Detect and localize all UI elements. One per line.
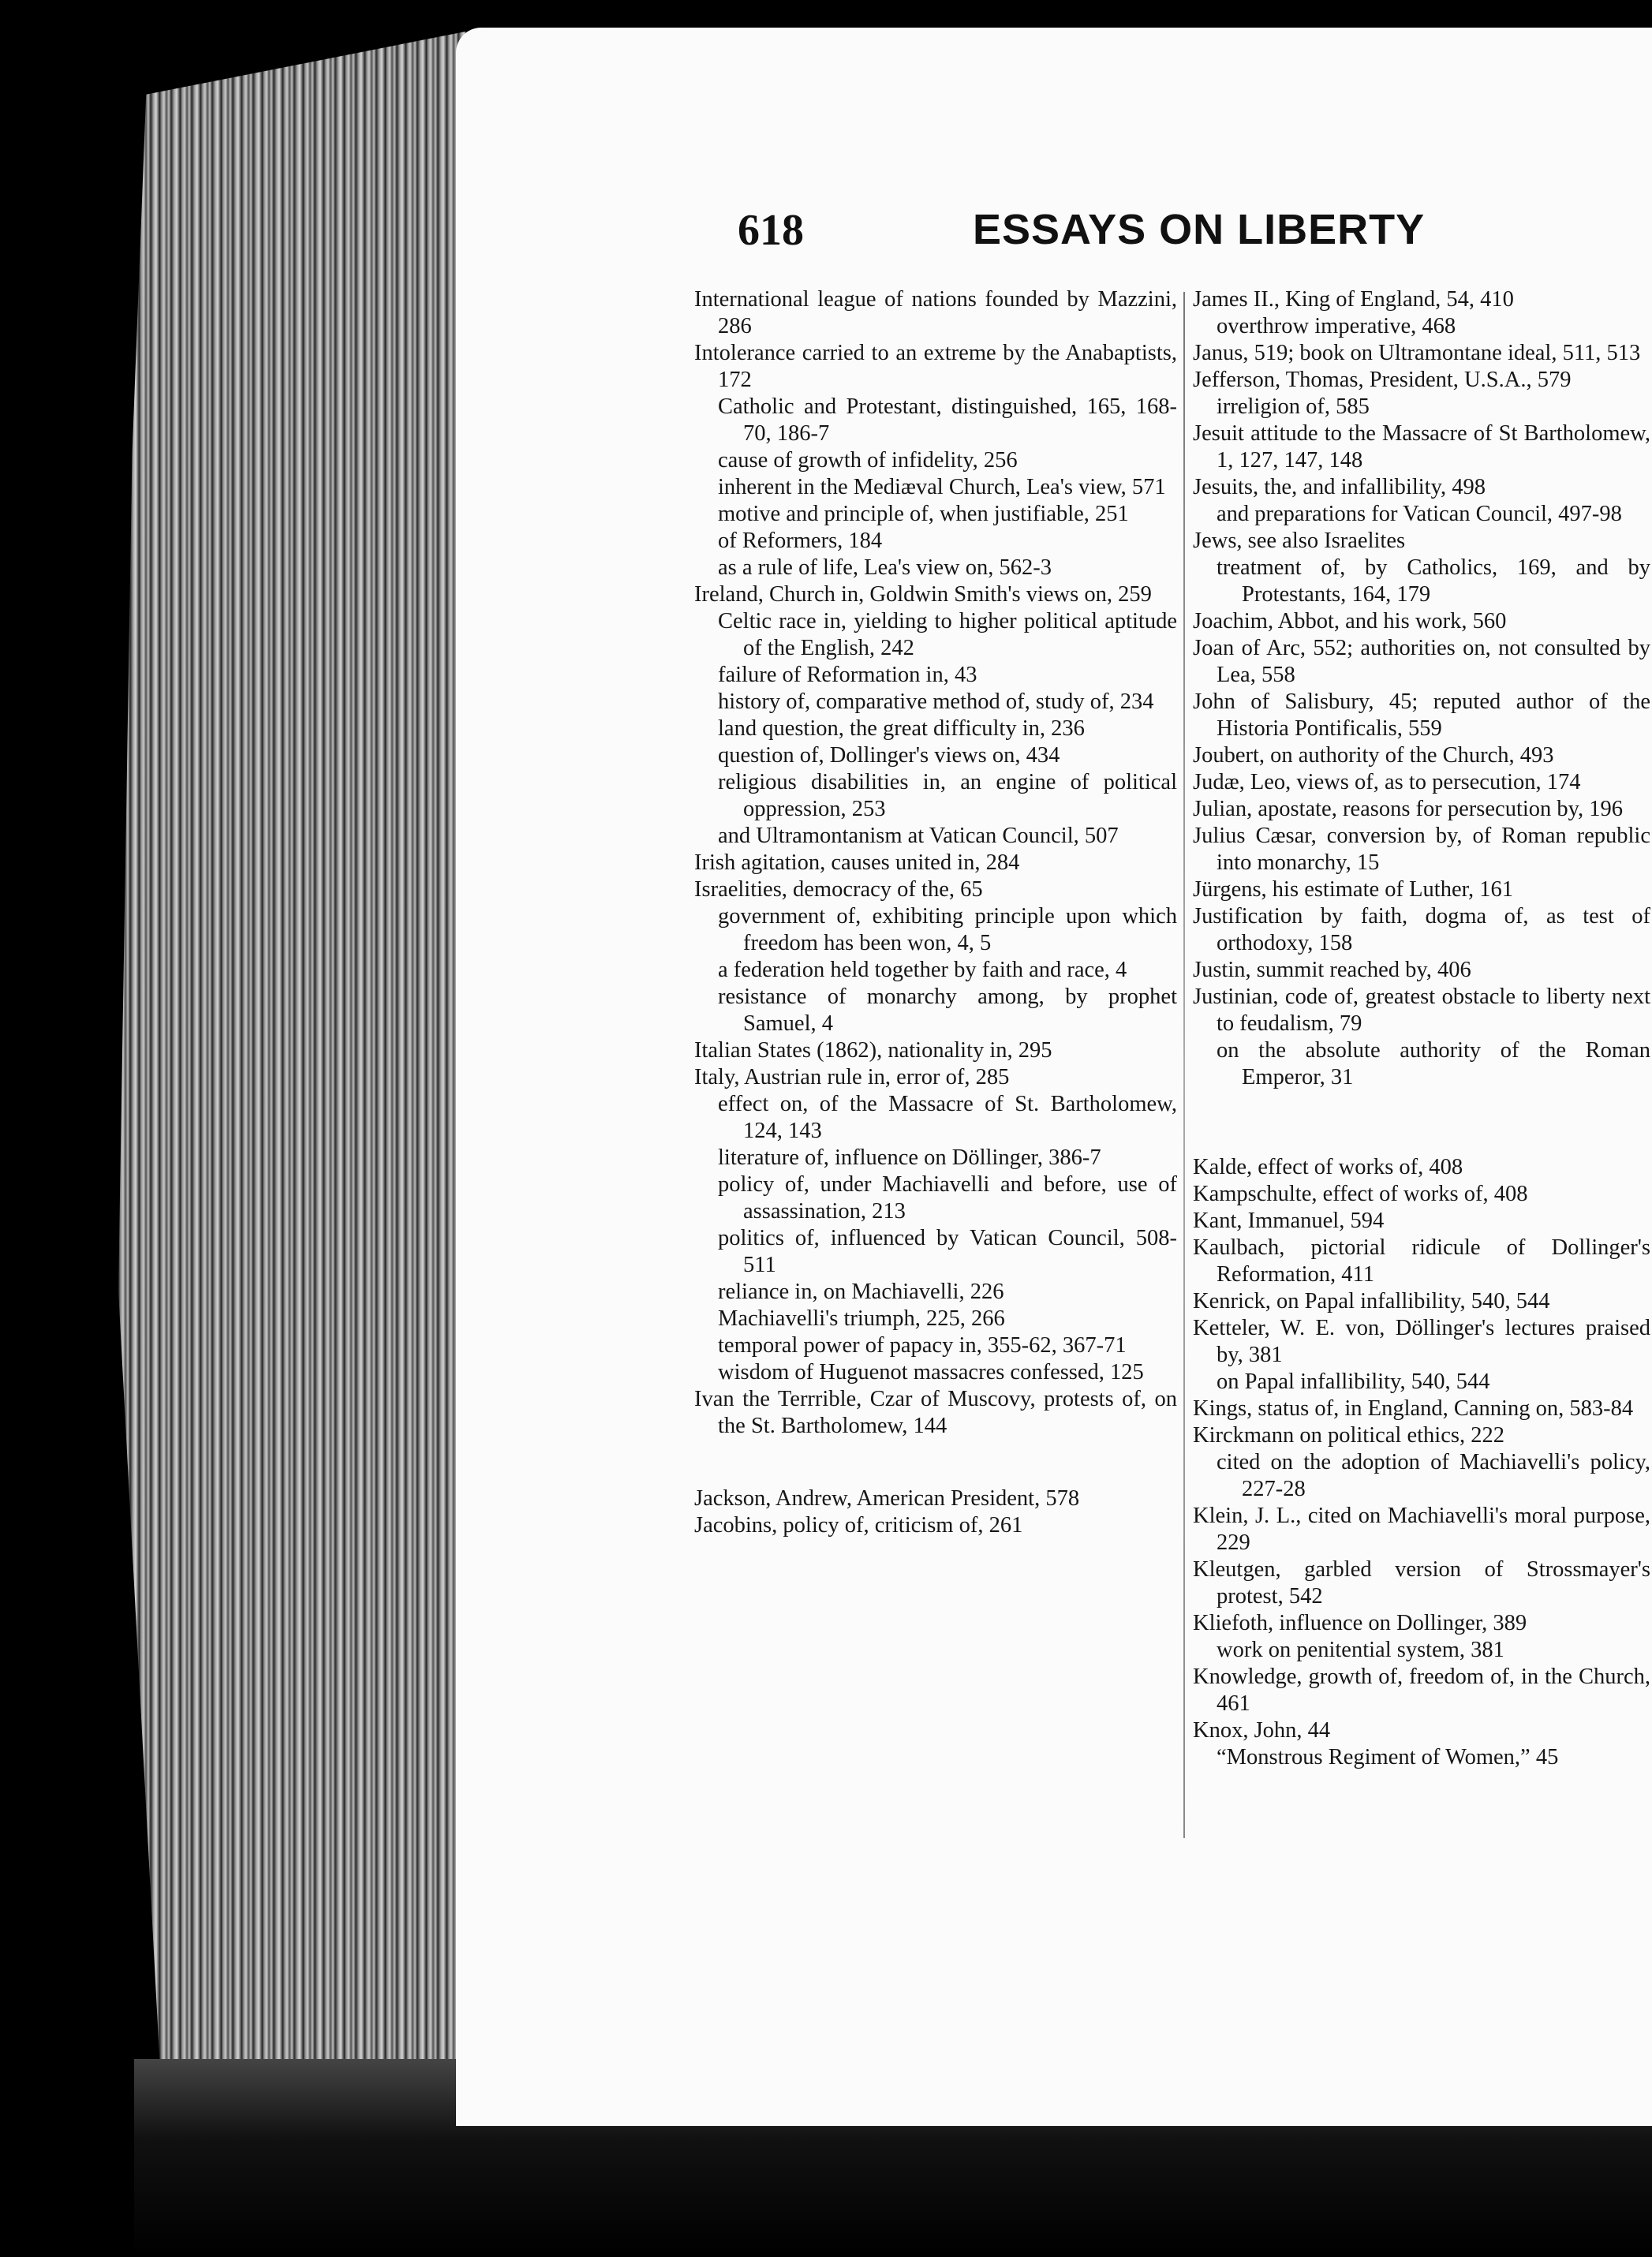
index-entry: temporal power of papacy in, 355-62, 367-71 [718, 1333, 1127, 1358]
index-entry: overthrow imperative, 468 [1217, 314, 1456, 338]
index-entry: Julius Cæsar, conversion by, of Roman republic into monarchy, 15 [1193, 824, 1650, 875]
index-entry: Jacobins, policy of, criticism of, 261 [694, 1513, 1023, 1538]
index-entry: Jesuit attitude to the Massacre of St Bartholomew, 1, 127, 147, 148 [1193, 421, 1650, 473]
index-entry: religious disabilities in, an engine of political oppression, 253 [718, 770, 1177, 821]
index-entry: Jürgens, his estimate of Luther, 161 [1193, 877, 1513, 902]
index-entry: Janus, 519; book on Ultramontane ideal, 511, 513 [1193, 341, 1641, 365]
index-entry: Kliefoth, influence on Dollinger, 389 [1193, 1611, 1527, 1635]
index-entry: Jackson, Andrew, American President, 578 [694, 1486, 1080, 1511]
index-column-left [694, 286, 1177, 1539]
index-entry: Italian States (1862), nationality in, 295 [694, 1038, 1052, 1063]
index-entry: government of, exhibiting principle upon which freedom has been won, 4, 5 [718, 904, 1177, 955]
index-entry: Israelities, democracy of the, 65 [694, 877, 983, 902]
column-divider [1183, 292, 1185, 1838]
index-entry: “Monstrous Regiment of Women,” 45 [1217, 1745, 1559, 1769]
index-entry: work on penitential system, 381 [1217, 1638, 1504, 1662]
index-entry: Kaulbach, pictorial ridicule of Dollinger's Reformation, 411 [1193, 1235, 1650, 1287]
running-title: ESSAYS ON LIBERTY [973, 206, 1426, 253]
index-entry: question of, Dollinger's views on, 434 [718, 743, 1060, 768]
index-entry: Klein, J. L., cited on Machiavelli's moral purpose, 229 [1193, 1504, 1650, 1555]
index-entry: Julian, apostate, reasons for persecution by, 196 [1193, 797, 1624, 821]
index-entry: of Reformers, 184 [718, 529, 883, 553]
index-entry: James II., King of England, 54, 410 [1193, 287, 1514, 312]
index-entry: Joubert, on authority of the Church, 493 [1193, 743, 1554, 768]
index-entry: Kleutgen, garbled version of Strossmayer's protest, 542 [1193, 1557, 1650, 1609]
index-entry: Knox, John, 44 [1193, 1718, 1331, 1743]
index-entry: Ketteler, W. E. von, Döllinger's lectures praised by, 381 [1193, 1316, 1650, 1367]
index-entry: irreligion of, 585 [1217, 394, 1370, 419]
index-entry: Joan of Arc, 552; authorities on, not consulted by Lea, 558 [1193, 636, 1650, 687]
index-column-right [1193, 286, 1650, 1771]
index-entry: Ivan the Terrrible, Czar of Muscovy, protests of, on the St. Bartholomew, 144 [694, 1387, 1177, 1438]
index-entry: on Papal infallibility, 540, 544 [1217, 1370, 1490, 1394]
index-entry: policy of, under Machiavelli and before, use of assassination, 213 [718, 1172, 1177, 1224]
index-entry: literature of, influence on Döllinger, 386-7 [718, 1145, 1101, 1170]
index-entry: Kampschulte, effect of works of, 408 [1193, 1182, 1528, 1206]
index-entry: Ireland, Church in, Goldwin Smith's views on, 259 [694, 582, 1152, 607]
index-entry: Justin, summit reached by, 406 [1193, 958, 1471, 982]
index-entry: Jesuits, the, and infallibility, 498 [1193, 475, 1486, 499]
index-entry: motive and principle of, when justifiable, 251 [718, 502, 1129, 526]
index-entry: and Ultramontanism at Vatican Council, 507 [718, 824, 1119, 848]
index-entry: Joachim, Abbot, and his work, 560 [1193, 609, 1507, 633]
index-entry: Justinian, code of, greatest obstacle to liberty next to feudalism, 79 [1193, 985, 1650, 1036]
index-entry: politics of, influenced by Vatican Council, 508-511 [718, 1226, 1177, 1277]
page-edge-stack [118, 32, 465, 2130]
index-entry: effect on, of the Massacre of St. Bartholomew, 124, 143 [718, 1092, 1177, 1143]
index-entry: Judæ, Leo, views of, as to persecution, 174 [1193, 770, 1581, 794]
index-entry: Jews, see also Israelites [1193, 529, 1406, 553]
index-entry: inherent in the Mediæval Church, Lea's view, 571 [718, 475, 1166, 499]
index-entry: failure of Reformation in, 43 [718, 663, 977, 687]
index-entry: cause of growth of infidelity, 256 [718, 448, 1018, 473]
page-header [738, 197, 1534, 268]
index-entry: Celtic race in, yielding to higher political aptitude of the English, 242 [718, 609, 1177, 660]
index-entry: Kenrick, on Papal infallibility, 540, 544 [1193, 1289, 1550, 1313]
index-entry: reliance in, on Machiavelli, 226 [718, 1280, 1004, 1304]
index-entry: on the absolute authority of the Roman Emperor, 31 [1217, 1038, 1650, 1089]
index-entry: Kings, status of, in England, Canning on, 583-84 [1193, 1396, 1634, 1421]
index-entry: Irish agitation, causes united in, 284 [694, 850, 1020, 875]
index-entry: treatment of, by Catholics, 169, and by Protestants, 164, 179 [1217, 555, 1650, 607]
index-entry: Kalde, effect of works of, 408 [1193, 1155, 1463, 1179]
index-entry: cited on the adoption of Machiavelli's policy, 227-28 [1217, 1450, 1650, 1501]
index-entry: Kirckmann on political ethics, 222 [1193, 1423, 1504, 1448]
index-entry: Italy, Austrian rule in, error of, 285 [694, 1065, 1010, 1089]
index-entry: Catholic and Protestant, distinguished, 165, 168-70, 186-7 [718, 394, 1177, 446]
index-entry: land question, the great difficulty in, 236 [718, 716, 1085, 741]
index-entry: as a rule of life, Lea's view on, 562-3 [718, 555, 1052, 580]
index-entry: International league of nations founded by Mazzini, 286 [694, 287, 1177, 338]
index-entry: resistance of monarchy among, by prophet Samuel, 4 [718, 985, 1177, 1036]
index-entry: Knowledge, growth of, freedom of, in the Church, 461 [1193, 1665, 1650, 1716]
index-entry: Kant, Immanuel, 594 [1193, 1209, 1385, 1233]
page-number: 618 [738, 206, 804, 255]
index-entry: a federation held together by faith and race, 4 [718, 958, 1127, 982]
index-entry: Jefferson, Thomas, President, U.S.A., 579 [1193, 368, 1572, 392]
index-entry: history of, comparative method of, study of, 234 [718, 689, 1154, 714]
index-entry: wisdom of Huguenot massacres confessed, 125 [718, 1360, 1144, 1384]
index-entry: Intolerance carried to an extreme by the Anabaptists, 172 [694, 341, 1177, 392]
index-entry: Machiavelli's triumph, 225, 266 [718, 1306, 1005, 1331]
index-entry: and preparations for Vatican Council, 497-98 [1217, 502, 1622, 526]
index-entry: Justification by faith, dogma of, as test of orthodoxy, 158 [1193, 904, 1650, 955]
index-entry: John of Salisbury, 45; reputed author of the Historia Pontificalis, 559 [1193, 689, 1650, 741]
